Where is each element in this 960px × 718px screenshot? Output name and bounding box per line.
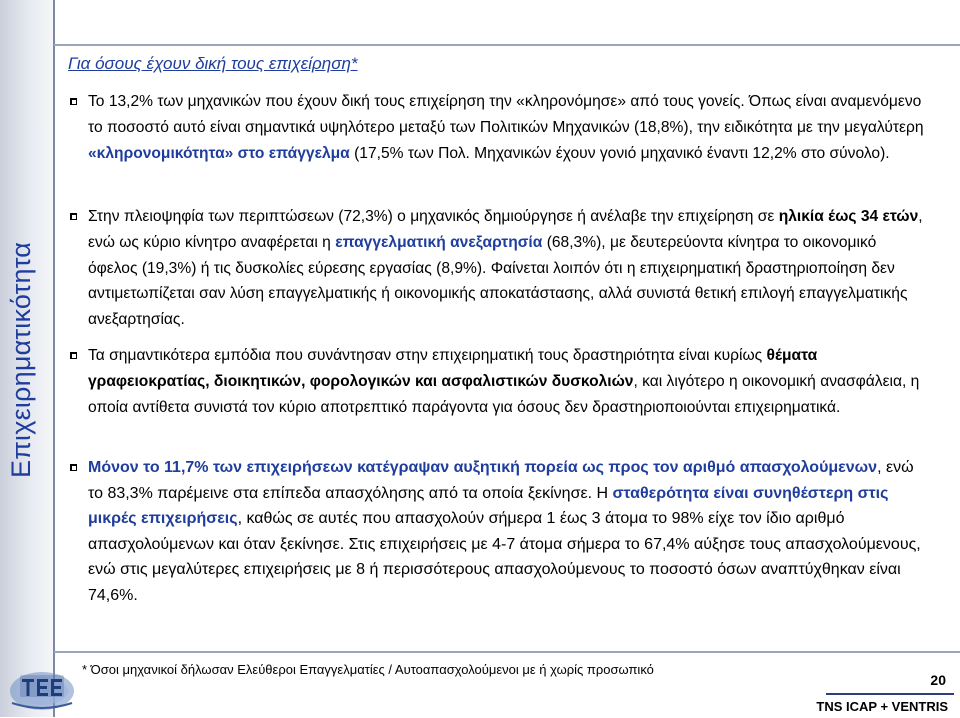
bullet-square-icon <box>70 98 77 105</box>
section-title-vertical: Επιχειρηματικότητα <box>6 241 36 478</box>
bullet-paragraph-4: Μόνον το 11,7% των επιχειρήσεων κατέγραψαν αυξητική πορεία ως προς τον αριθμό απασχολούμενων, ενώ το 83,3% παρέμεινε στα επίπεδα απασχόλησης από τα οποία ξεκίνησε. Η σταθερότητα είναι συνηθέστερη στις μικρές επιχειρήσεις, καθώς σε αυτές που απασχολούν σήμερα 1 έως 3 άτομα το 98% είχε τον ίδιο αριθμό απασχολούμενων και όταν ξεκίνησε. Στις επιχειρήσεις με 4-7 άτομα σήμερα το 67,4% αύξησε τους απασχολούμενους, ενώ στις μεγαλύτερες επιχειρήσεις με 8 ή περισσότερους απασχολούμενους το ποσοστό όσων αναπτύχθηκαν είναι 74,6%. <box>88 455 930 609</box>
bullet-square-icon <box>70 464 77 471</box>
bullet-paragraph-3: Τα σημαντικότερα εμπόδια που συνάντησαν στην επιχειρηματική τους δραστηριότητα είναι κυρίως θέματα γραφειοκρατίας, διοικητικών, φορολογικών και ασφαλιστικών δυσκολιών, και λιγότερο η οικονομική ανασφάλεια, η οποία αντίθετα συνιστά τον κύριο αποτρεπτικό παράγοντα για όσους δεν δραστηριοποιούνται επιχειρηματικά. <box>88 343 930 420</box>
sidebar-divider <box>53 0 55 717</box>
tee-logo-icon <box>8 663 76 713</box>
top-divider <box>54 44 960 46</box>
bullet-paragraph-2: Στην πλειοψηφία των περιπτώσεων (72,3%) ο μηχανικός δημιούργησε ή ανέλαβε την επιχείρηση σε ηλικία έως 34 ετών, ενώ ως κύριο κίνητρο αναφέρεται η επαγγελματική ανεξαρτησία (68,3%), με δευτερεύοντα κίνητρα το οικονομικό όφελος (19,3%) ή τις δυσκολίες εύρεσης εργασίας (8,9%). Φαίνεται λοιπόν ότι η επιχειρηματική δραστηριοποίηση δεν αντιμετωπίζεται σαν λύση επαγγελματικής ή οικονομικής αποκατάστασης, αλλά συνιστά θετική επιλογή επαγγελματικής ανεξαρτησίας. <box>88 204 930 333</box>
bullet-square-icon <box>70 213 77 220</box>
brand-label: TNS ICAP + VENTRIS <box>816 699 948 714</box>
footer-divider <box>54 651 960 653</box>
bullet-paragraph-1: Το 13,2% των μηχανικών που έχουν δική τους επιχείρηση την «κληρονόμησε» από τους γονείς. Όπως είναι αναμενόμενο το ποσοστό αυτό είναι σημαντικά υψηλότερο μεταξύ των Πολιτικών Μηχανικών (18,8%), την ειδικότητα με την μεγαλύτερη «κληρονομικότητα» στο επάγγελμα (17,5% των Πολ. Μηχανικών έχουν γονιό μηχανικό έναντι 12,2% στο σύνολο). <box>88 89 930 166</box>
page-heading: Για όσους έχουν δική τους επιχείρηση* <box>68 54 358 73</box>
page-number-underline <box>826 693 954 695</box>
bullet-square-icon <box>70 352 77 359</box>
page-number: 20 <box>930 672 946 688</box>
footnote: * Όσοι μηχανικοί δήλωσαν Ελεύθεροι Επαγγελματίες / Αυτοαπασχολούμενοι με ή χωρίς προσωπικό <box>82 662 654 677</box>
